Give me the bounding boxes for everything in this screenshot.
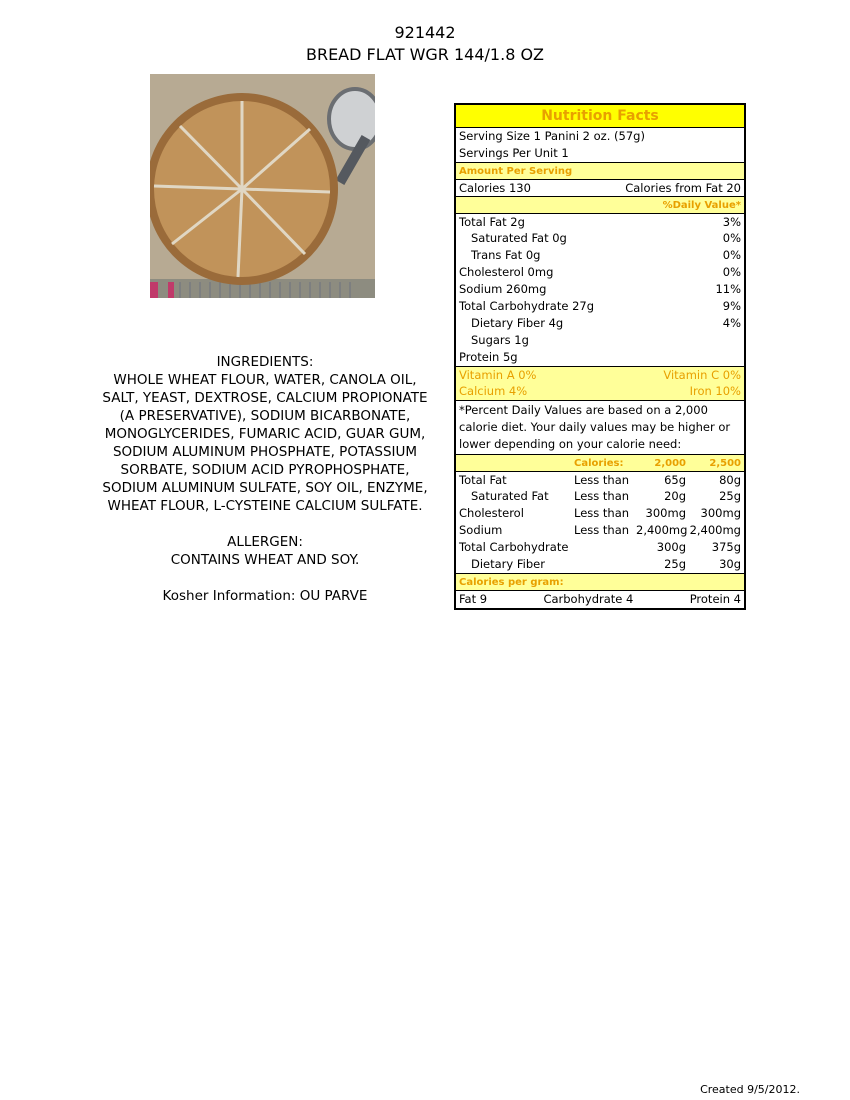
calories-per-gram-header: Calories per gram:: [456, 573, 744, 590]
nutrient-row: Dietary Fiber 4g 4%: [471, 316, 741, 330]
calcium: Calcium 4%: [459, 384, 528, 398]
allergen-heading: ALLERGEN:: [227, 534, 303, 550]
nutrient-row: Sodium 260mg 11%: [459, 282, 741, 296]
ingredients-heading: INGREDIENTS:: [216, 354, 314, 370]
protein-per-gram: Protein 4: [689, 592, 741, 606]
product-name: BREAD FLAT WGR 144/1.8 OZ: [305, 45, 545, 64]
amount-per-serving: Amount Per Serving: [456, 162, 744, 179]
nutrient-row: Protein 5g: [459, 350, 518, 364]
nutrient-row: Saturated Fat 0g 0%: [471, 231, 741, 245]
created-date: Created 9/5/2012.: [700, 1083, 800, 1096]
item-number: 921442: [394, 23, 456, 42]
nutrient-row: Total Fat 2g 3%: [456, 213, 744, 230]
calories: Calories 130: [459, 181, 531, 195]
product-details: [100, 353, 430, 605]
vitamin-row: [456, 366, 744, 383]
product-photo: [150, 74, 375, 298]
reference-row: Saturated Fat Less than 20g 25g: [471, 489, 741, 503]
calories-per-gram-row: [456, 590, 744, 608]
nutrient-row: Total Carbohydrate 27g 9%: [459, 299, 741, 313]
reference-row: Total Fat Less than 65g 80g: [456, 471, 744, 488]
nutrient-row: Trans Fat 0g 0%: [471, 248, 741, 262]
ingredients-text: WHOLE WHEAT FLOUR, WATER, CANOLA OIL, SALT, YEAST, DEXTROSE, CALCIUM PROPIONATE (A PRESERVATIVE), SODIUM BICARBONATE, MONOGLYCERIDES, FUMARIC ACID, GUAR GUM, SODIUM ALUMINUM PHOSPHATE, POTASSIUM SORBATE, SODIUM ACID PYROPHOSPHATE, SODIUM ALUMINUM SULFATE, SOY OIL, ENZYME, WHEAT FLOUR, L-CYSTEINE CALCIUM SULFATE.: [102, 372, 428, 514]
reference-header: Calories: 2,000 2,500: [456, 454, 744, 471]
serving-size: Serving Size 1 Panini 2 oz. (57g): [459, 129, 645, 143]
servings-per-unit: Servings Per Unit 1: [459, 146, 569, 160]
nutrient-row: Cholesterol 0mg 0%: [459, 265, 741, 279]
nutrient-list: [456, 213, 744, 366]
flatbread-image: [150, 74, 375, 298]
nutrient-row: Sugars 1g: [471, 333, 529, 347]
allergen-text: CONTAINS WHEAT AND SOY.: [170, 552, 360, 568]
vitamin-a: Vitamin A 0%: [459, 368, 537, 382]
daily-value-header: %Daily Value*: [456, 196, 744, 213]
mineral-row: [456, 383, 744, 400]
fat-per-gram: Fat 9: [459, 592, 488, 606]
nutrition-facts-panel: [454, 103, 746, 610]
vitamin-c: Vitamin C 0%: [663, 368, 741, 382]
reference-row: Sodium Less than 2,400mg 2,400mg: [459, 523, 741, 537]
reference-row: Cholesterol Less than 300mg 300mg: [459, 506, 741, 520]
calories-from-fat: Calories from Fat 20: [625, 181, 741, 195]
iron: Iron 10%: [689, 384, 741, 398]
reference-row: Dietary Fiber 25g 30g: [471, 557, 741, 571]
reference-row: Total Carbohydrate 300g 375g: [459, 540, 741, 554]
document-header: [0, 22, 850, 66]
daily-value-footnote: *Percent Daily Values are based on a 2,000 calorie diet. Your daily values may be higher or lower depending on your calorie need:: [456, 400, 744, 454]
calories-row: [456, 179, 744, 196]
kosher-info: Kosher Information: OU PARVE: [162, 588, 368, 604]
nutrition-title: Nutrition Facts: [456, 105, 744, 128]
carb-per-gram: Carbohydrate 4: [543, 592, 634, 606]
